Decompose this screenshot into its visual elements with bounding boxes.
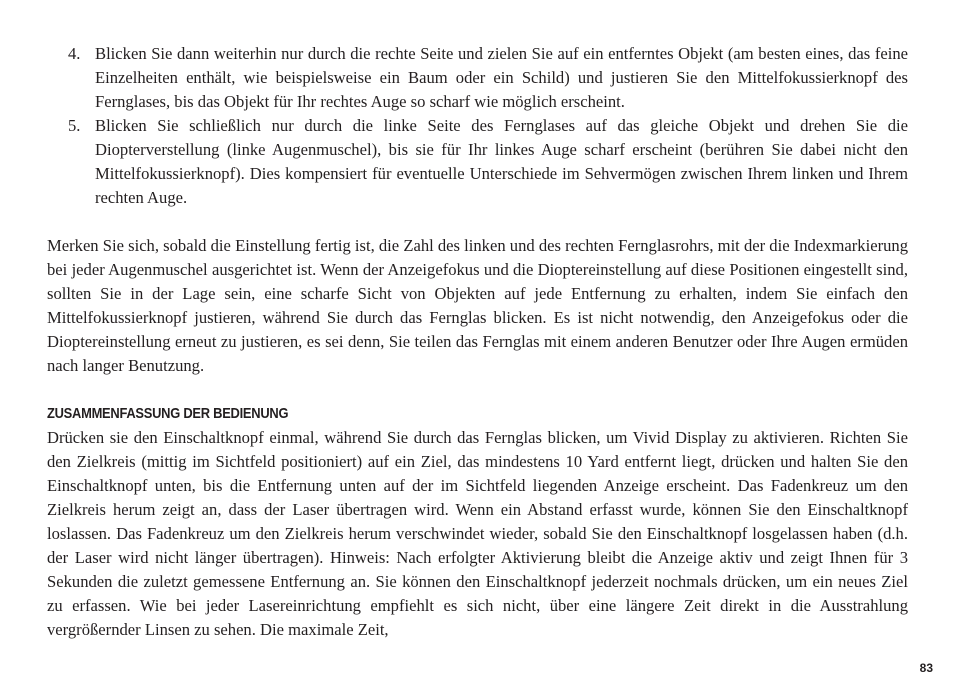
section-heading: ZUSAMMENFASSUNG DER BEDIENUNG (47, 405, 289, 422)
section-body-paragraph: Drücken sie den Einschaltknopf einmal, während Sie durch das Fernglas blicken, um Vivid Display zu aktivieren. Richten Sie den Zielkreis (mittig im Sichtfeld positioniert) auf ein Ziel, das mindestens 10 Yard entfernt liegt, drücken und halten Sie den Einschaltknopf unten, bis die Entfernung unten auf der im Sichtfeld liegenden Anzeige erscheint. Das Fadenkreuz um den Zielkreis herum zeigt an, dass der Laser übertragen wird. Wenn ein Abstand erfasst wurde, können Sie den Einschaltknopf loslassen. Das Fadenkreuz um den Zielkreis herum verschwindet wieder, sobald Sie den Einschaltknopf losgelassen haben (d.h. der Laser wird nicht länger übertragen). Hinweis: Nach erfolgter Aktivierung bleibt die Anzeige aktiv und zeigt Ihnen für 3 Sekunden die zuletzt gemessene Entfernung an. Sie können den Einschaltknopf jederzeit nochmals drücken, um ein neues Ziel zu erfassen. Wie bei jeder Lasereinrichtung empfiehlt es sich nicht, über eine längere Zeit direkt in die Ausstrahlung vergrößernder Linsen zu sehen. Die maximale Zeit, (47, 428, 908, 639)
document-page (47, 42, 908, 642)
step-text: Blicken Sie dann weiterhin nur durch die rechte Seite und zielen Sie auf ein entferntes Objekt (am besten eines, das feine Einzelheiten enthält, wie beispielsweise ein Baum oder ein Schild) und justieren Sie den Mittelfokussierknopf des Fernglases, bis das Objekt für Ihr rechtes Auge so scharf wie möglich erscheint. (95, 44, 908, 111)
step-item (47, 114, 908, 210)
step-item (47, 42, 908, 114)
page-number: 83 (919, 661, 933, 675)
step-number: 5. (68, 116, 81, 135)
spacer (47, 378, 908, 402)
memo-paragraph: Merken Sie sich, sobald die Einstellung fertig ist, die Zahl des linken und des rechten Fernglasrohrs, mit der die Indexmarkierung bei jeder Augenmuschel ausgerichtet ist. Wenn der Anzeigefokus und die Dioptereinstellung auf diese Positionen eingestellt sind, sollten Sie in der Lage sein, eine scharfe Sicht von Objekten auf jede Entfernung zu erhalten, indem Sie einfach den Mittelfokussierknopf justieren, während Sie durch das Fernglas blicken. Es ist nicht notwendig, den Anzeigefokus oder die Dioptereinstellung erneut zu justieren, es sei denn, Sie teilen das Fernglas mit einem anderen Benutzer oder Ihre Augen ermüden nach langer Benutzung. (47, 236, 908, 375)
step-number: 4. (68, 44, 81, 63)
step-text: Blicken Sie schließlich nur durch die linke Seite des Fernglases auf das gleiche Objekt und drehen Sie die Diopterverstellung (linke Augenmuschel), bis sie für Ihr linkes Auge scharf erscheint (berühren Sie dabei nicht den Mittelfokussierknopf). Dies kompensiert für eventuelle Unterschiede im Sehvermögen zwischen Ihrem linken und Ihrem rechten Auge. (95, 116, 908, 207)
instruction-steps (47, 42, 908, 210)
spacer (47, 210, 908, 234)
